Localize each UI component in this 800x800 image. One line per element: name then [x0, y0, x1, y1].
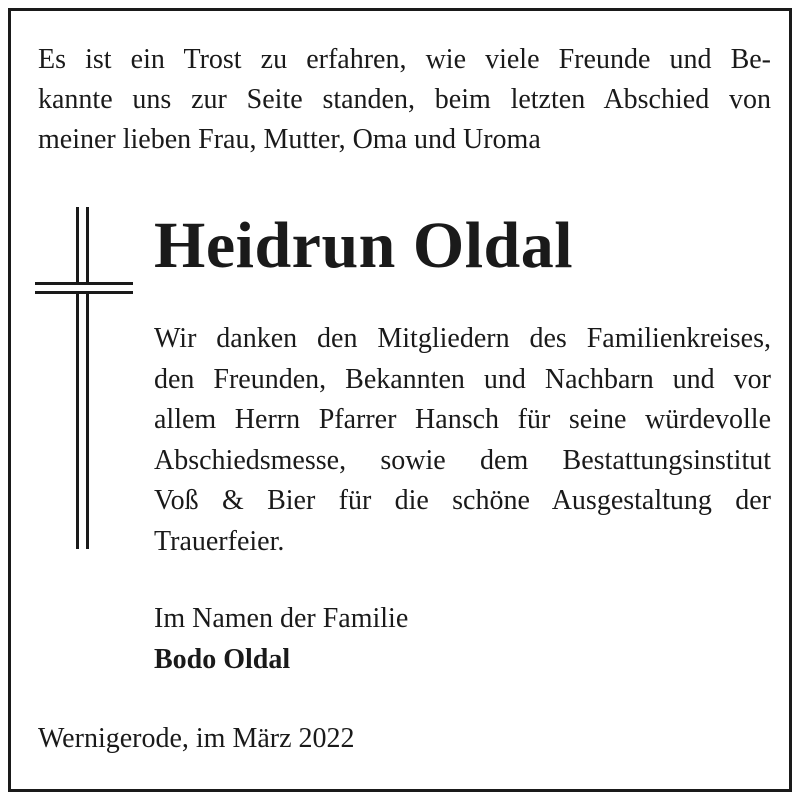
signature-intro: Im Namen der Familie	[154, 603, 409, 634]
place-date: Wernigerode, im März 2022	[38, 723, 355, 754]
cross-intersection	[79, 285, 86, 291]
intro-line: Es ist ein Trost zu erfahren, wie viele Freunde und Be-	[38, 44, 771, 75]
thanks-line: den Freunden, Bekannten und Nachbarn und vor	[154, 363, 771, 395]
cross-vertical-beam	[76, 207, 89, 549]
thanks-text	[154, 319, 771, 562]
thanks-line: Abschiedsmesse, sowie dem Bestattungsinstitut	[154, 444, 771, 476]
thanks-line: Trauerfeier.	[154, 525, 285, 557]
thanks-line: Voß & Bier für die schöne Ausgestaltung der	[154, 485, 771, 516]
cross-icon	[35, 207, 133, 549]
deceased-name: Heidrun Oldal	[154, 209, 574, 282]
intro-text	[38, 40, 771, 160]
intro-line: kannte uns zur Seite standen, beim letzten Abschied von	[38, 84, 771, 115]
thanks-line: Wir danken den Mitgliedern des Familienkreises,	[154, 323, 771, 354]
intro-line: meiner lieben Frau, Mutter, Oma und Uroma	[38, 124, 541, 155]
thanks-line: allem Herrn Pfarrer Hansch für seine würdevolle	[154, 404, 771, 435]
obituary-notice	[8, 8, 792, 792]
signature-name: Bodo Oldal	[154, 644, 291, 675]
